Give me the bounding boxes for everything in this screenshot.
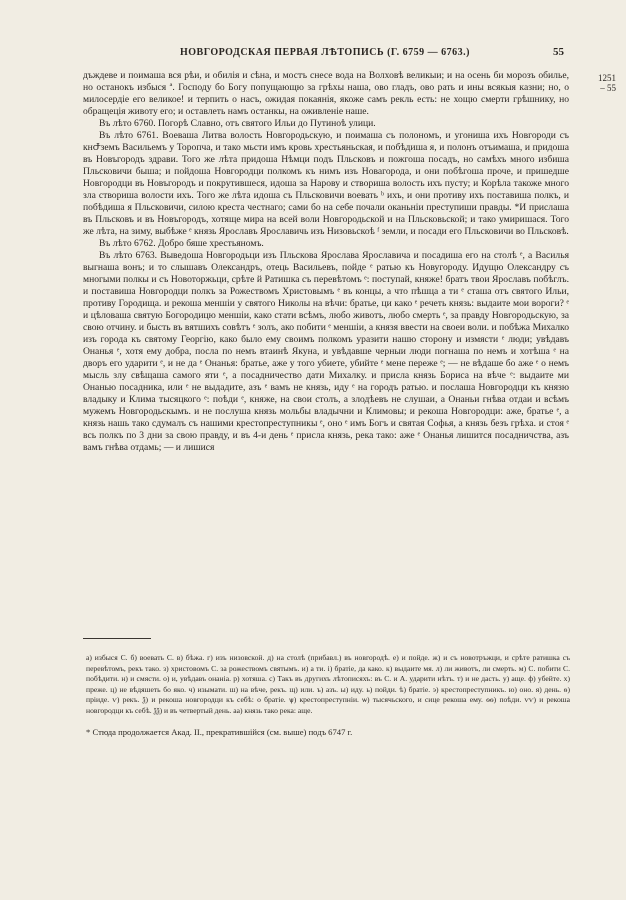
margin-year-range [578,73,616,93]
paragraph-6761: Въ лѣто 6761. Воеваша Литва волость Новгородьскую, и поимаша съ полономъ, и угониша ихъ Новгороди съ кнԺземъ Васильемъ у Торопча, и тако мьсти имъ кровь хрестьяньская, и побѣдиша я, и полонъ отъимаша, и придоша въ Новъгородъ здрави. Того же лѣта придоша Нѣмци подъ Пльсковъ и пожгоша посадъ, но самѣхъ много избиша Пльсковичи быша; и пойдоша Новгородци полкомъ къ нимъ изъ Новагорода, и они побѣгоша проче, и пришедше Новгородци въ Новъгородъ и покрутившеся, идоша за Нарову и створиша волость ихъ пусту; и Корѣла такоже много зла створиша волости ихъ. Того же лѣта идоша съ Пльсковичи воевать ᵇ ихъ, и они противу ихъ поставиша полкъ, и побѣдиша я Пльсковичи, силою креста честнаго; сами бо на себе почали оканьніи преступиши правды. *И прислаша въ Пльсковъ и въ Новъгородъ, хотяще мира на всей воли Новгородьской и на Пльсковьской; и тако умиришася. Того же лѣта, на зиму, выбѣже ᵉ князь Ярославъ Ярославичь изъ Низовьскоѣ ᶠ земли, и посади его Пльсковичи во Пльсковѣ. [83,130,569,237]
editorial-note: * Стюда продолжается Акад. II., прекратившійся (см. выше) подъ 6747 г. [86,727,353,737]
paragraph: дъждеве и поимаша вся рѣи, и обилія и сѣна, и мостъ снесе вода на Волховѣ великыи; и на осень би морозъ обилье, но останокъ избыся ª. Господу бо Богу попущающю за грѣхы наша, ово гладъ, ово рать и ины всякыя казни; но, о милосердіе его великое! и терпить о насъ, ожидая покаянія, якоже самъ рекль есть: не хощю смерти грѣшнику, но обращеція животу его; и оставлеть намъ останкы, на оживленіе наше. [83,70,569,117]
paragraph-6763: Въ лѣто 6763. Выведоша Новгородьци изъ Пльскова Ярослава Ярославича и посадиша его на столѣ ᵉ, а Василья выгнаша вонъ; и то слышавъ Олександръ, отець Васильевъ, пойде ᵉ ратью къ Новугороду. Идущю Олександру съ многыми полкы и съ Новоторжьци, срѣте й Ратишка съ перевѣтомъ ᵉ: поступай, княже! братъ твои Ярославъ побѣглъ. и поставиша Новгородци полкъ за Рожествомъ Христовымъ ᵉ въ концы, а что пѣшца а ти ᵉ сташа отъ святого Ильи, противу Городища. и рекоша меншіи у святого Николы на вѣчи: братье, ци како ᵉ речеть князь: выдаите мои вороги? ᵉ и цѣловаша святую Богородицю меншіи, како стати всѣмъ, любо животъ, любо смерть ᵉ, за правду Новгородьскую, за свою отчину. и бысть въ вятшихъ совѣтъ ᵉ золъ, ако побити ᵉ меншіи, а князя ввести на своеи воли. и побѣжа Михалко изъ города къ святому Георгію, како было ему своимъ полкомъ уразити нашю сторону и измясти ᵉ люди; увѣдавъ Онанья ᵉ, хотя ему добра, посла по немъ втаинѣ Якуна, и увѣдавше черныи люди погнаша по немъ и хотѣша ᵉ на дворъ его ударити ᵉ, и не да ᵉ Онанья: братье, аже у того убиете, убийте ᵉ мене переже ᵉ; — не вѣдаше бо аже ᵉ о немъ мысль злу свѣщаша самого яти ᵉ, а посадничество дати Михалку. и присла князь Бориса на вѣче ᵉ: выдаите ми Онанью посадника, или ᵉ не выдадите, азъ ᵉ вамъ не князь, иду ᵉ на городъ ратью. и послаша Новгородци къ князю владыку и Клима тысяцкого ᵉ: поѣди ᵉ, княже, на свои столъ, а злодѣевъ не слушаи, а Онаньи гнѣва отдаи и всѣмъ мужемъ Новгородьскымъ. и не послуша князь мольбы владычни и Климовы; и рекоша Новгородци: аже, братье ᵉ, а князь нашь тако сдумалъ съ нашими крестопреступникы ᵉ, оно ᵉ имъ Богъ и святая Софья, а князь безъ грѣха. и стоя ᵉ всь полкъ по 3 дни за свою правду, и въ 4-и день ᵉ присла князь, река тако: аже ᵉ Онанья лишится посадничства, азъ вамъ гнѣва отдамь; — и лишися [83,250,569,453]
paragraph-6760: Въ лѣто 6760. Погорѣ Славно, отъ святого Ильи до Путиноѣ улици. [99,118,376,129]
margin-year-start: 1251 [598,73,616,83]
page-number: 55 [553,46,564,58]
paragraph-6762: Въ лѣто 6762. Добро бяше хрестьяномъ. [99,238,264,249]
chronicle-text [83,70,569,454]
margin-year-end: – 55 [600,83,616,93]
variant-readings-footnotes [86,653,570,717]
running-header: НОВГОРОДСКАЯ ПЕРВАЯ ЛѢТОПИСЬ (Г. 6759 — 6763.) [180,47,470,58]
footnote-text: а) избыся С. б) воевать С. в) бѣжа. г) изъ низовской. д) на столѣ (прибавл.) въ новгородѣ. е) и пойде. ж) и съ новотръжци, и срѣте ратишка съ перевѣтомъ, рекъ тако. з) христовомъ С. за рожествомъ святымъ. и) а ти. і) братіе, да како. к) выдаите мя. л) ли животъ, ли смерть. м) С. побити С. побѣдити. н) и смясти. о) и, увѣдавъ онаніа. р) хотяша. с) Такъ въ другихъ лѣтописяхъ: въ С. и А. ударити нѣтъ. т) и не дасть. у) аще. ф) убейте. х) преже. ц) не вѣдяшеть бо яко. ч) изымати. ш) на вѣче, рекъ. щ) или. ъ) азъ. ы) иду. ь) пойди. ѣ) братіе. э) крестопреступникъ. ю) оно. я) день. ѳ) пріиде. ѵ) рекъ. ѯ) и рекоша новгородци къ себѣ: о братіе. ѱ) крестопреступніи. ѡ) тысячьского, и сице рекоша ему. ѳѳ) поѣди. ѵѵ) и рекоша новгородци къ себѣ. ѯѯ) и въ четвертый день. аа) князь тако река: аще. [86,653,570,715]
footnote-divider [83,638,151,639]
